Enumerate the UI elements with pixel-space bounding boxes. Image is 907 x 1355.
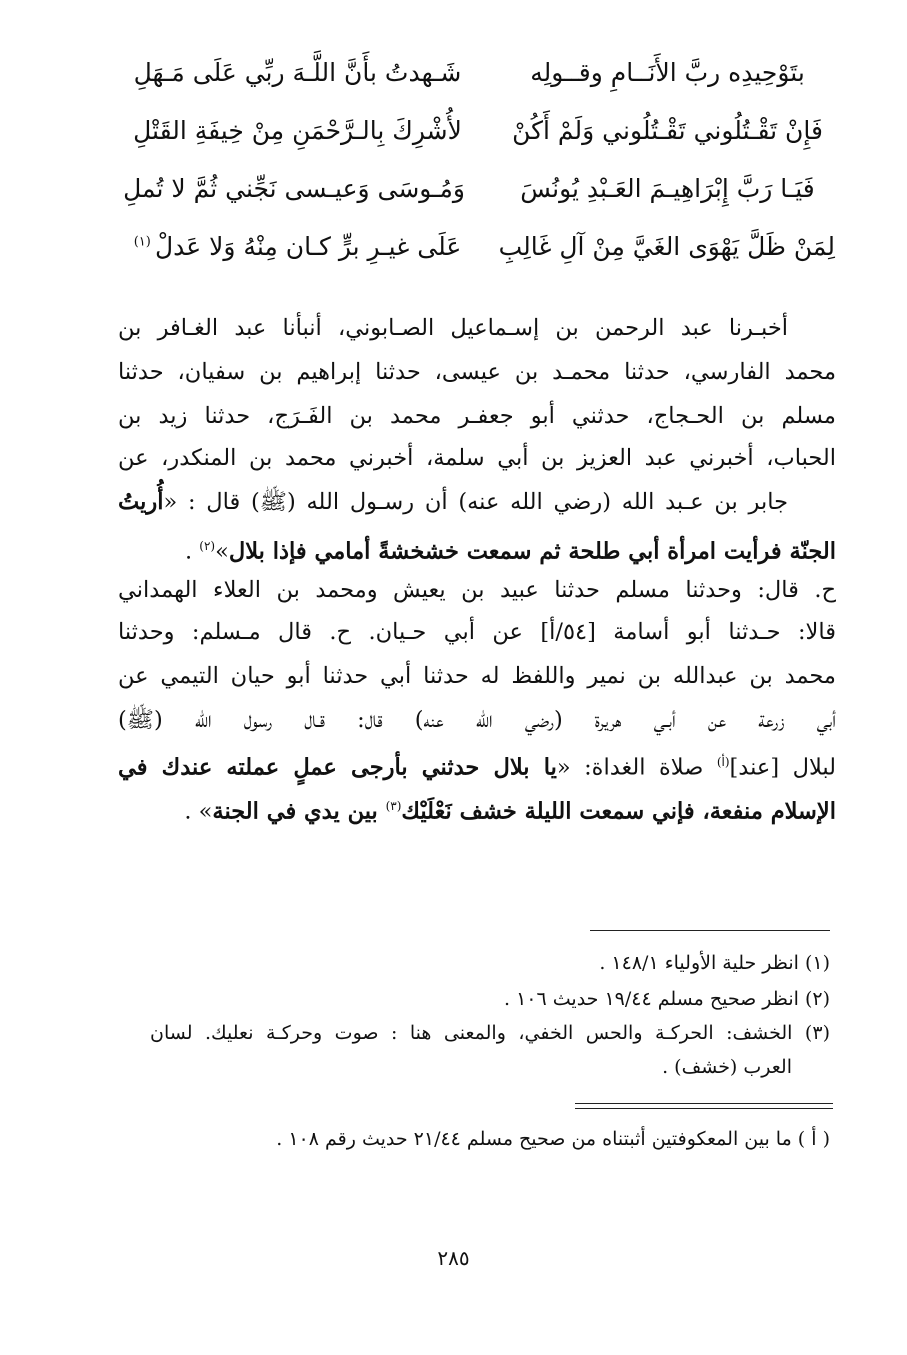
verse-first-hemistich: فَيَـا رَبَّ إِبْرَاهِيـمَ العَـبْدِ يُونُسَ xyxy=(520,173,815,203)
text-line xyxy=(118,526,836,566)
verse-second-hemistich xyxy=(130,58,465,87)
text-line xyxy=(118,656,836,696)
text-segment: مسلم بن الحـجاج، حدثني أبو جعفـر محمد بن الفَـرَج، حدثنا زيد بن xyxy=(118,403,836,429)
poem-verse xyxy=(130,44,835,100)
text-segment: ح. قال: وحدثنا مسلم حدثنا عبيد بن يعيش ومحمد بن العلاء الهمداني xyxy=(118,577,836,603)
text-segment: أخبـرنا عبد الرحمن بن إسـماعيل الصـابوني، أنبأنا عبد الغـافر بن xyxy=(118,315,788,341)
hadith-quote-text: بين يدي في الجنة xyxy=(212,798,386,825)
verse-first-hemistich: بتَوْحِيدِه ربَّ الأَنَــامِ وقــولِه xyxy=(530,57,805,87)
text-segment: أبي زرعة عن أبـي هريرة (رضي الله عنه) قال: قـال رسول الله (ﷺ) xyxy=(118,707,836,733)
text-segment: . xyxy=(184,538,200,565)
verse-first-hemistich: لِمَنْ ظَلَّ يَهْوَى الغَيَّ مِنْ آلِ غَالِبِ xyxy=(498,231,835,261)
footnote-marker: (١) xyxy=(133,234,155,250)
hadith-quote-text: أُريتُ xyxy=(118,489,164,515)
text-line xyxy=(118,352,836,392)
poem-verse xyxy=(130,218,835,274)
page-number: ٢٨٥ xyxy=(437,1246,470,1270)
text-segment: الحباب، أخبرني عبد العزيز بن أبي سلمة، أخبرني محمد بن المنكدر، عن xyxy=(118,445,836,471)
poem-verse xyxy=(130,102,835,158)
editor-note-separator-1 xyxy=(575,1103,833,1104)
footnote-3-continued: العرب (خشف) . xyxy=(662,1056,792,1078)
verse-second-hemistich xyxy=(130,116,465,145)
text-line xyxy=(118,742,836,782)
footnote-3: (٣) الخشف: الحركـة والحس الخفي، والمعنى هنا : صوت وحركـة نعليك. لسان xyxy=(150,1022,830,1044)
text-segment: صلاة الغداة: « xyxy=(556,754,717,781)
verse-second-hemistich-text: لأُشْرِكَ بِالـرَّحْمَنِ مِنْ خِيفَةِ القَتْلِ xyxy=(133,115,462,145)
text-line xyxy=(118,700,836,740)
text-line xyxy=(118,438,836,478)
text-segment: محمد الفارسي، حدثنا محمـد بن عيسى، حدثنا إبراهيم بن سفيان، حدثنا xyxy=(118,359,836,385)
verse-first-hemistich: فَإِنْ تَقْـتُلُوني تَقْـتُلُوني وَلَمْ أَكُنْ xyxy=(512,115,823,145)
footnote-2: (٢) انظر صحيح مسلم ١٩/٤٤ حديث ١٠٦ . xyxy=(503,988,830,1010)
text-line xyxy=(118,786,836,826)
text-line xyxy=(118,396,836,436)
verse-second-hemistich-text: عَلَى غيـرِ برٍّ كـان مِنْهُ وَلا عَدلْ xyxy=(155,231,462,261)
text-segment: » . xyxy=(184,798,213,825)
editor-note-separator-2 xyxy=(575,1108,833,1109)
footnote-marker: (٣) xyxy=(385,799,402,813)
text-segment: جابر بن عـبد الله (رضي الله عنه) أن رسـول الله (ﷺ) قال : « xyxy=(163,489,788,515)
text-line xyxy=(118,482,836,522)
text-line xyxy=(118,570,836,610)
verse-second-hemistich xyxy=(130,232,465,261)
text-line xyxy=(118,612,836,652)
footnote-1: (١) انظر حلية الأولياء ١٤٨/١ . xyxy=(599,952,830,974)
poem-verse xyxy=(123,160,835,216)
footnote-separator xyxy=(590,930,830,931)
hadith-quote-text: الجنّة فرأيت امرأة أبي طلحة ثم سمعت خشخشةً أمامي فإذا بلال xyxy=(228,538,836,565)
hadith-quote-text: الإسلام منفعة، فإني سمعت الليلة خشف نَعْلَيْك xyxy=(401,798,836,825)
text-segment: » xyxy=(215,538,229,565)
hadith-quote-text: يا بلال حدثني بأرجى عملٍ عملته عندك في xyxy=(118,754,557,781)
verse-second-hemistich xyxy=(123,173,465,203)
footnote-marker: (٢) xyxy=(199,539,216,553)
verse-second-hemistich-text: وَمُـوسَى وَعيـسى نَجِّني ثُمَّ لا تُملِ xyxy=(123,173,465,203)
footnote-marker: (أ) xyxy=(716,755,730,769)
text-segment: محمد بن عبدالله بن نمير واللفظ له حدثنا أبي حدثنا أبو حيان التيمي عن xyxy=(118,663,836,689)
verse-second-hemistich-text: شَـهدتُ بأَنَّ اللَّـهَ ربِّي عَلَى مَـهَلِ xyxy=(133,57,462,87)
text-line xyxy=(118,308,836,348)
text-segment: لبلال [عند] xyxy=(729,754,837,781)
text-segment: قالا: حـدثنا أبو أسامة [٥٤/أ] عن أبي حـيان. ح. قال مـسلم: وحدثنا xyxy=(118,619,836,645)
editor-note: ( أ ) ما بين المعكوفتين أثبتناه من صحيح مسلم ٢١/٤٤ حديث رقم ١٠٨ . xyxy=(276,1128,830,1150)
